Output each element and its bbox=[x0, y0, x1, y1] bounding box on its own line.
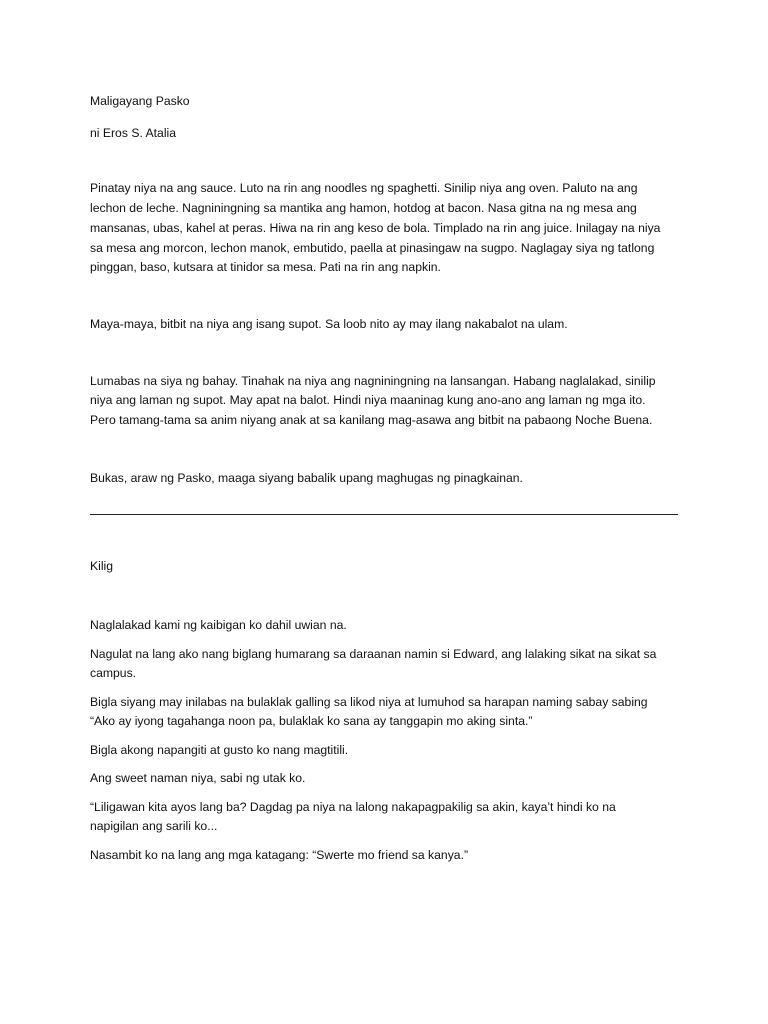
paragraph-line: napigilan ang sarili ko... bbox=[90, 819, 218, 833]
paragraph-line: Pinatay niya na ang sauce. Luto na rin ang noodles ng spaghetti. Sinilip niya ang oven. Paluto na ang bbox=[90, 181, 638, 195]
paragraph-line: Nasambit ko na lang ang mga katagang: “Swerte mo friend sa kanya.” bbox=[90, 848, 469, 862]
story-title: Maligayang Pasko bbox=[90, 94, 190, 108]
paragraph-line: mansanas, ubas, kahel at peras. Hiwa na rin ang keso de bola. Timplado na rin ang juice. Inilagay na niya bbox=[90, 221, 661, 235]
paragraph-line: “Ako ay iyong tagahanga noon pa, bulaklak ko sana ay tanggapin mo aking sinta.” bbox=[90, 714, 533, 728]
paragraph-line: pinggan, baso, kutsara at tinidor sa mesa. Pati na rin ang napkin. bbox=[90, 260, 441, 274]
paragraph-line: Bigla akong napangiti at gusto ko nang magtitili. bbox=[90, 743, 349, 757]
paragraph-line: niya ang laman ng supot. May apat na balot. Hindi niya maaninag kung ano-ano ang laman ng mga ito. bbox=[90, 393, 646, 407]
paragraph-line: lechon de leche. Nagniningning sa mantika ang hamon, hotdog at bacon. Nasa gitna na ng mesa ang bbox=[90, 201, 637, 215]
paragraph-line: Naglalakad kami ng kaibigan ko dahil uwian na. bbox=[90, 618, 347, 632]
story-title: Kilig bbox=[90, 559, 114, 573]
story-author: ni Eros S. Atalia bbox=[90, 126, 177, 140]
paragraph-line: campus. bbox=[90, 666, 137, 680]
paragraph-line: Maya-maya, bitbit na niya ang isang supot. Sa loob nito ay may ilang nakabalot na ulam. bbox=[90, 317, 568, 331]
paragraph-line: Pero tamang-tama sa anim niyang anak at sa kanilang mag-asawa ang bitbit na pabaong Noche Buena. bbox=[90, 413, 653, 427]
paragraph-line: “Liligawan kita ayos lang ba? Dagdag pa niya na lalong nakapagpakilig sa akin, kaya’t hindi ko na bbox=[90, 800, 616, 814]
paragraph-line: Bigla siyang may inilabas na bulaklak galling sa likod niya at lumuhod sa harapan naming sabay sabing bbox=[90, 695, 648, 709]
section-divider bbox=[90, 514, 678, 515]
paragraph-line: Nagulat na lang ako nang biglang humarang sa daraanan namin si Edward, ang lalaking sikat na sikat sa bbox=[90, 647, 657, 661]
paragraph-line: sa mesa ang morcon, lechon manok, embutido, paella at pinasingaw na sugpo. Naglagay siya ng tatlong bbox=[90, 241, 655, 255]
paragraph-line: Ang sweet naman niya, sabi ng utak ko. bbox=[90, 771, 306, 785]
paragraph-line: Lumabas na siya ng bahay. Tinahak na niya ang nagniningning na lansangan. Habang naglalakad, sinilip bbox=[90, 374, 656, 388]
paragraph-line: Bukas, araw ng Pasko, maaga siyang babalik upang maghugas ng pinagkainan. bbox=[90, 471, 523, 485]
